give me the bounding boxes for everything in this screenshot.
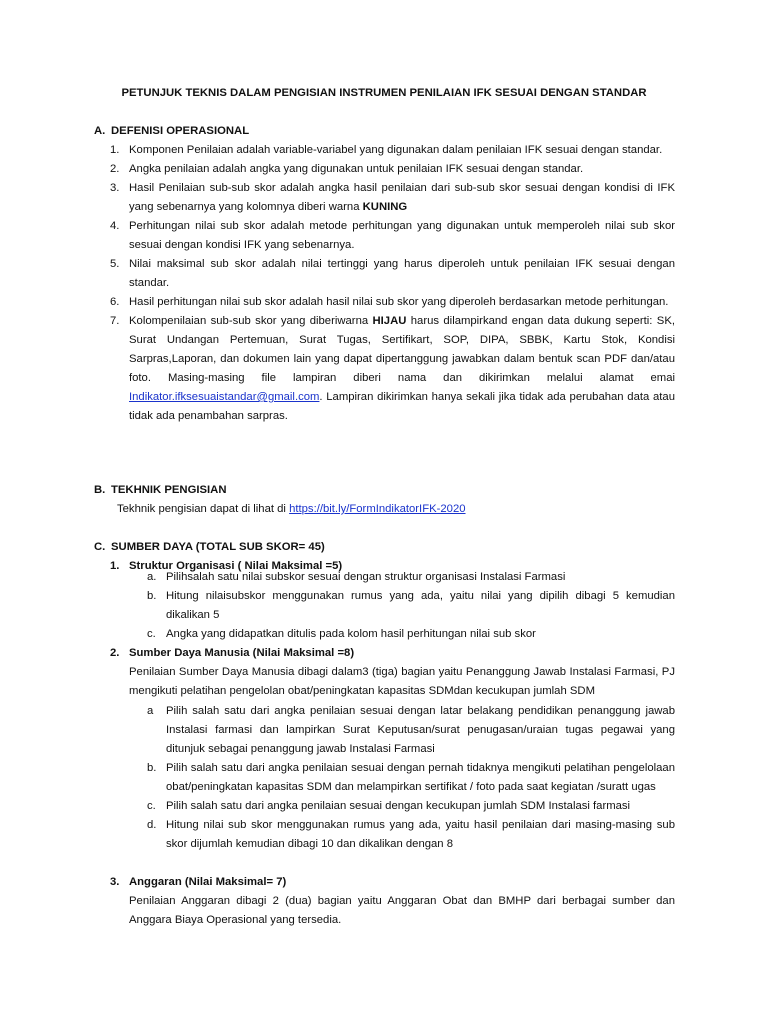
item-letter: d.: [147, 819, 157, 831]
subsection-title: Struktur Organisasi ( Nilai Maksimal =5): [129, 560, 343, 572]
list-item: [147, 759, 675, 797]
form-link[interactable]: https://bit.ly/FormIndikatorIFK-2020: [289, 503, 466, 515]
subsection-number: 3.: [110, 876, 120, 888]
item-text: Nilai maksimal sub skor adalah nilai tertinggi yang harus diperoleh untuk penilaian IFK sesuai dengan standar.: [129, 258, 675, 289]
item-text: Pilih salah satu dari angka penilaian sesuai dengan kecukupan jumlah SDM Instalasi farmasi: [166, 800, 631, 812]
item-text: Perhitungan nilai sub skor adalah metode perhitungan yang digunakan untuk memperoleh nilai sub skor sesuai dengan kondisi IFK yang sebenarnya.: [129, 220, 675, 251]
document-title: PETUNJUK TEKNIS DALAM PENGISIAN INSTRUMEN PENILAIAN IFK SESUAI DENGAN STANDAR: [121, 87, 647, 99]
subsection-number: 1.: [110, 560, 120, 572]
subsection-title: Anggaran (Nilai Maksimal= 7): [129, 876, 287, 888]
subsection-title: Sumber Daya Manusia (Nilai Maksimal =8): [129, 647, 355, 659]
section-c-title: SUMBER DAYA (TOTAL SUB SKOR= 45): [111, 541, 325, 553]
item-number: 2.: [110, 163, 120, 175]
section-a-title: DEFENISI OPERASIONAL: [111, 125, 250, 137]
section-b-letter: B.: [94, 484, 106, 496]
list-item: [147, 568, 675, 587]
section-b-text: Tekhnik pengisian dapat di lihat di: [117, 503, 290, 515]
item-text: harus dilampirkand engan data dukung seperti: SK, Surat Undangan Pertemuan, Surat Tugas, Sertifikart, SOP, DIPA, SBBK, Kartu Stok, Kondisi Sarpras,Laporan, dan dokumen lain yang dapat dipertanggung jawabkan dalam bentuk scan PDF dan/atau foto. Masing-masing file lampiran diberi nama dan dikirimkan melalui alamat emai: [129, 315, 675, 384]
section-b-title: TEKHNIK PENGISIAN: [111, 484, 227, 496]
section-b-heading: [94, 481, 227, 500]
subsection-number: 2.: [110, 647, 120, 659]
item-letter: c.: [147, 800, 156, 812]
list-item: [110, 141, 675, 160]
item-letter: a.: [147, 571, 157, 583]
list-item: [147, 625, 675, 644]
subsection-2-intro: Penilaian Sumber Daya Manusia dibagi dalam3 (tiga) bagian yaitu Penanggung Jawab Instalasi Farmasi, PJ mengikuti pelatihan pengelolan obat/peningkatan kapasitas SDMdan kecukupan jumlah SDM: [129, 666, 675, 697]
highlight-color-hijau: HIJAU: [372, 315, 407, 327]
item-number: 4.: [110, 220, 120, 232]
item-text: Angka yang didapatkan ditulis pada kolom hasil perhitungan nilai sub skor: [166, 628, 536, 640]
item-text: Pilih salah satu dari angka penilaian sesuai dengan latar belakang pendidikan penanggung jawab Instalasi farmasi dan lampirkan Surat Keputusan/surat penugasan/uraian tugas pegawai yang ditunjuk sebagai penanggung jawab Instalasi Farmasi: [166, 705, 675, 755]
item-letter: c.: [147, 628, 156, 640]
item-text: Hitung nilai sub skor menggunakan rumus yang ada, yaitu hasil penilaian dari masing-masing sub skor dijumlah kemudian dibagi 10 dan dikalikan dengan 8: [166, 819, 675, 850]
section-c-letter: C.: [94, 541, 106, 553]
section-a-heading: [94, 122, 249, 141]
section-a-letter: A.: [94, 125, 106, 137]
item-text: Hasil Penilaian sub-sub skor adalah angka hasil penilaian dari sub-sub skor sesuai dengan kondisi di IFK yang sebenarnya yang kolomnya diberi warna: [129, 182, 675, 213]
item-text: Hitung nilaisubskor menggunakan rumus yang ada, yaitu nilai yang dipilih dibagi 5 kemudian dikalikan 5: [166, 590, 675, 621]
list-item: [110, 312, 675, 426]
list-item: [147, 702, 675, 759]
item-letter: a: [147, 705, 154, 717]
item-letter: b.: [147, 762, 157, 774]
item-number: 3.: [110, 182, 120, 194]
item-number: 6.: [110, 296, 120, 308]
list-item: [110, 160, 675, 179]
item-text: Hasil perhitungan nilai sub skor adalah hasil nilai sub skor yang diperoleh berdasarkan metode perhitungan.: [129, 296, 669, 308]
subsection-3-heading: [110, 873, 286, 892]
item-number: 7.: [110, 315, 120, 327]
email-link[interactable]: Indikator.ifksesuaistandar@gmail.com: [129, 391, 320, 403]
list-item: [110, 217, 675, 255]
item-text: Angka penilaian adalah angka yang digunakan untuk penilaian IFK sesuai dengan standar.: [129, 163, 584, 175]
list-item: [147, 587, 675, 625]
highlight-color-kuning: KUNING: [362, 201, 408, 213]
item-number: 5.: [110, 258, 120, 270]
item-text: . Lampiran dikirimkan hanya sekali jika tidak ada perubahan data atau tidak ada penambahan sarpras.: [129, 391, 675, 422]
item-text: Komponen Penilaian adalah variable-variabel yang digunakan dalam penilaian IFK sesuai dengan standar.: [129, 144, 663, 156]
item-number: 1.: [110, 144, 120, 156]
list-item: [110, 179, 675, 217]
list-item: [147, 816, 675, 854]
list-item: [110, 293, 675, 312]
section-a-list: [110, 141, 675, 426]
item-letter: b.: [147, 590, 157, 602]
section-b-body: [117, 500, 663, 519]
item-text: Pilihsalah satu nilai subskor sesuai dengan struktur organisasi Instalasi Farmasi: [166, 571, 566, 583]
list-item: [110, 255, 675, 293]
subsection-1-list: [147, 568, 675, 644]
subsection-2-list: [147, 702, 675, 854]
item-text: Kolompenilaian sub-sub skor yang diberiwarna: [129, 315, 373, 327]
subsection-2-heading: [110, 644, 354, 663]
list-item: [147, 797, 675, 816]
subsection-3-intro: Penilaian Anggaran dibagi 2 (dua) bagian yaitu Anggaran Obat dan BMHP dari berbagai sumber dan Anggara Biaya Operasional yang tersedia.: [129, 895, 675, 926]
item-text: Pilih salah satu dari angka penilaian sesuai dengan pernah tidaknya mengikuti pelatihan pengelolaan obat/peningkatan kapasitas SDM dan melampirkan sertifikat / foto pada saat kegiatan /suratt ugas: [166, 762, 675, 793]
section-c-heading: [94, 538, 325, 557]
